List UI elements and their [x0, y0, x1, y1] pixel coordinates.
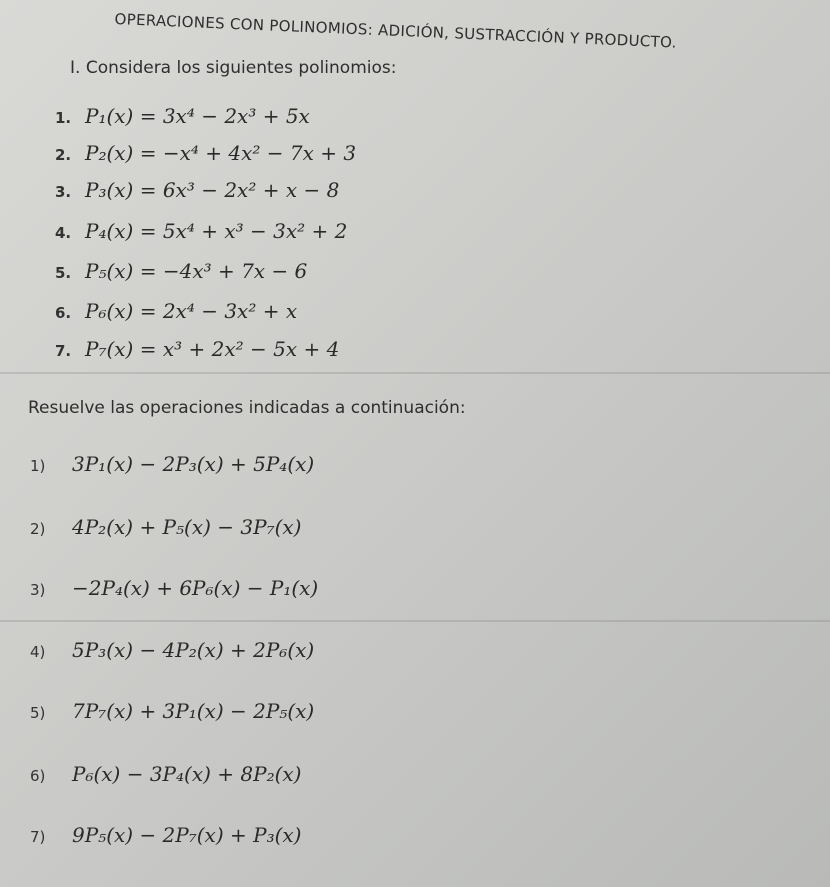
operation-number: 3) [30, 581, 46, 599]
operation-item [30, 576, 318, 600]
polynomial-expression: P₇(x) = x³ + 2x² − 5x + 4 [85, 337, 340, 361]
instruction-text: Resuelve las operaciones indicadas a continuación: [28, 398, 466, 418]
polynomial-number: 2. [55, 146, 72, 164]
polynomial-item [55, 299, 297, 323]
operation-item [30, 823, 301, 847]
polynomial-expression: P₅(x) = −4x³ + 7x − 6 [85, 259, 308, 283]
polynomial-item [55, 219, 347, 243]
operation-expression: −2P₄(x) + 6P₆(x) − P₁(x) [72, 576, 319, 600]
operation-expression: 3P₁(x) − 2P₃(x) + 5P₄(x) [72, 452, 315, 476]
polynomial-number: 6. [55, 304, 72, 322]
polynomial-item [55, 178, 339, 202]
paper-fold [0, 620, 830, 622]
polynomial-expression: P₄(x) = 5x⁴ + x³ − 3x² + 2 [85, 219, 348, 243]
operation-item [30, 699, 314, 723]
operation-expression: 5P₃(x) − 4P₂(x) + 2P₆(x) [72, 638, 315, 662]
operation-expression: P₆(x) − 3P₄(x) + 8P₂(x) [72, 762, 302, 786]
section-intro: I. Considera los siguientes polinomios: [70, 58, 397, 78]
operation-number: 7) [30, 828, 46, 846]
polynomial-number: 7. [55, 342, 72, 360]
polynomial-item [55, 259, 307, 283]
operation-number: 1) [30, 457, 46, 475]
polynomial-expression: P₆(x) = 2x⁴ − 3x² + x [85, 299, 298, 323]
polynomial-expression: P₃(x) = 6x³ − 2x² + x − 8 [85, 178, 340, 202]
polynomial-item [55, 104, 310, 128]
operation-item [30, 515, 301, 539]
operation-item [30, 762, 301, 786]
polynomial-expression: P₂(x) = −x⁴ + 4x² − 7x + 3 [85, 141, 357, 165]
paper-fold [0, 372, 830, 374]
operation-item [30, 638, 314, 662]
polynomial-number: 5. [55, 264, 72, 282]
operation-number: 2) [30, 520, 46, 538]
polynomial-item [55, 337, 339, 361]
polynomial-number: 1. [55, 109, 72, 127]
worksheet-title: OPERACIONES CON POLINOMIOS: ADICIÓN, SUSTRACCIÓN Y PRODUCTO. [114, 10, 677, 52]
operation-item [30, 452, 314, 476]
operation-number: 4) [30, 643, 46, 661]
polynomial-item [55, 141, 356, 165]
operation-number: 6) [30, 767, 46, 785]
operation-expression: 9P₅(x) − 2P₇(x) + P₃(x) [72, 823, 302, 847]
polynomial-number: 3. [55, 183, 72, 201]
operation-expression: 4P₂(x) + P₅(x) − 3P₇(x) [72, 515, 302, 539]
polynomial-number: 4. [55, 224, 72, 242]
polynomial-expression: P₁(x) = 3x⁴ − 2x³ + 5x [85, 104, 310, 128]
operation-number: 5) [30, 704, 46, 722]
operation-expression: 7P₇(x) + 3P₁(x) − 2P₅(x) [72, 699, 315, 723]
